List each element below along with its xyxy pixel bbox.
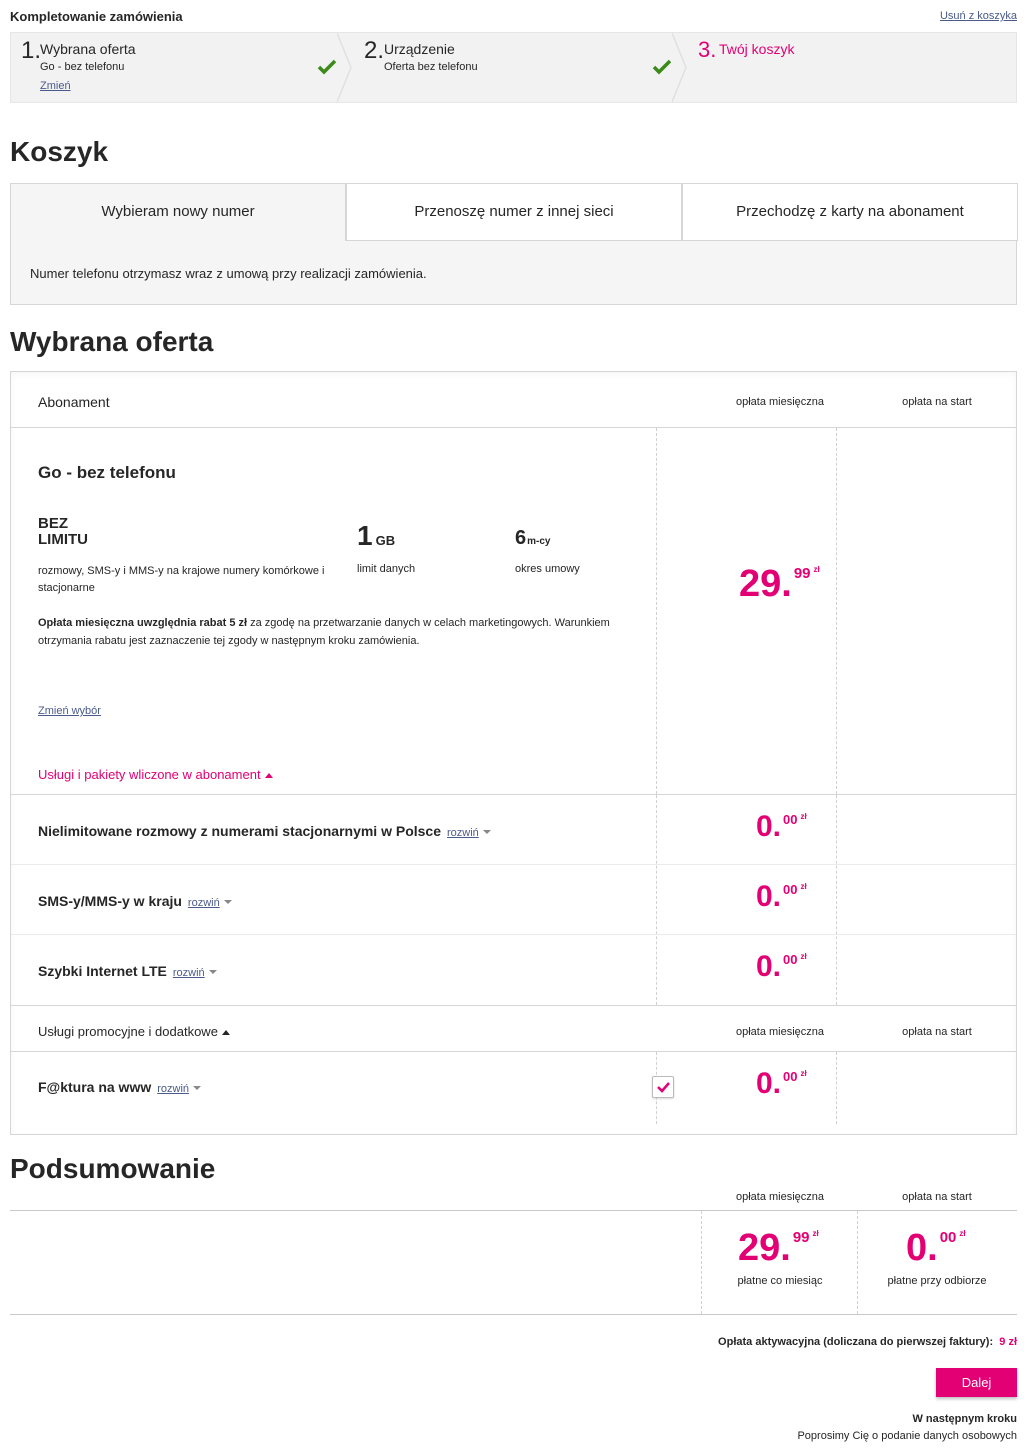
collapse-arrow-icon [222,1030,230,1035]
tab-prepaid-to-postpaid[interactable]: Przechodzę z karty na abonament [682,183,1018,241]
checkout-steps [10,32,1017,103]
feature-value: 1 [357,520,373,551]
price-integer: 29. [739,563,792,605]
price-integer: 29. [738,1227,791,1269]
summary-monthly-price [738,1227,819,1270]
summary-heading: Podsumowanie [10,1153,216,1184]
service-name: Szybki Internet LTE [38,963,167,979]
price-decimal: 99 [792,1229,810,1246]
feature-contract-value [515,527,550,550]
summary-start-caption: płatne przy odbiorze [887,1275,987,1287]
price-integer: 0. [906,1227,938,1269]
price-decimal: 00 [939,1229,957,1246]
price-currency: zł [959,1229,966,1238]
step-title: Urządzenie [384,41,455,57]
feature-unit: m-cy [527,536,551,547]
tab-info-text: Numer telefonu otrzymasz wraz z umową przy realizacji zamówienia. [30,266,427,281]
feature-desc: okres umowy [515,563,580,575]
included-service-row [38,893,232,909]
step-separator-icon [672,33,692,102]
step-subtitle: Go - bez telefonu [40,61,125,73]
expand-link[interactable]: rozwiń [157,1083,190,1095]
price-decimal: 99 [793,565,811,582]
chevron-down-icon [209,970,217,974]
offer-heading: Wybrana oferta [10,326,214,357]
offer-panel [10,371,1017,1135]
feature-desc: rozmowy, SMS-y i MMS-y na krajowe numery komórkowe i stacjonarne [38,565,325,594]
price-decimal: 00 [783,952,798,967]
step-title: Wybrana oferta [40,41,136,57]
included-service-row [38,823,491,839]
price-currency: zł [813,565,820,574]
service-name: F@ktura na www [38,1079,152,1095]
price-integer: 0. [756,950,782,983]
checkmark-icon [317,59,337,75]
service-name: SMS-y/MMS-y w kraju [38,893,182,909]
chevron-down-icon [193,1086,201,1090]
expand-link[interactable]: rozwiń [172,967,205,979]
feature-desc: limit danych [357,563,416,575]
step-number: 3. [698,37,717,62]
summary-col-start: opłata na start [902,1191,972,1203]
promo-service-row [38,1079,201,1095]
feature-unlimited-value [38,516,158,548]
price-integer: 0. [756,880,782,913]
tab-new-number[interactable]: Wybieram nowy numer [10,183,346,241]
remove-from-cart-link[interactable]: Usuń z koszyka [939,10,1017,22]
col-start-header: opłata na start [902,1026,972,1038]
price-currency: zł [800,952,807,961]
price-decimal: 00 [783,812,798,827]
service-price [756,880,807,914]
price-currency: zł [800,882,807,891]
number-option-tabs [10,183,1017,305]
price-currency: zł [800,812,807,821]
toggle-label: Usługi i pakiety wliczone w abonament [38,767,261,782]
step-number: 1. [21,37,42,64]
step-number: 2. [364,37,385,64]
step-offer[interactable] [11,33,341,102]
summary-col-monthly: opłata miesięczna [735,1191,825,1203]
step-title: Twój koszyk [719,41,795,57]
activation-fee-label: Opłata aktywacyjna (doliczana do pierwszej faktury): [718,1336,994,1348]
step-cart [691,33,1011,102]
col-monthly-header: opłata miesięczna [735,1026,825,1038]
price-decimal: 00 [783,1069,798,1084]
tab-port-number[interactable]: Przenoszę numer z innej sieci [346,183,682,241]
chevron-down-icon [483,830,491,834]
service-price [756,810,807,844]
feature-unit: GB [375,533,396,548]
step-device[interactable] [356,33,686,102]
service-price [756,950,807,984]
chevron-down-icon [224,900,232,904]
next-step-text: Poprosimy Cię o podanie danych osobowych [797,1430,1017,1442]
discount-note-bold: Opłata miesięczna uwzględnia rabat 5 zł [38,617,248,629]
col-start-header: opłata na start [902,396,972,408]
activation-fee [718,1336,1017,1348]
price-integer: 0. [756,810,782,843]
plan-monthly-price [739,563,820,606]
next-button[interactable]: Dalej [936,1368,1017,1397]
included-service-row [38,963,217,979]
price-currency: zł [800,1069,807,1078]
page-header-title: Kompletowanie zamówienia [10,9,183,24]
checkmark-icon [652,59,672,75]
discount-note-text: za zgodę na przetwarzanie danych w celach marketingowych. Warunkiem otrzymania rabatu jest zaznaczenie tej zgody w następnym kroku zamówienia. [38,617,610,647]
efaktura-checkbox[interactable] [652,1076,674,1098]
collapse-arrow-icon [265,773,273,778]
summary-start-price [906,1227,966,1270]
discount-note [38,614,658,650]
step-separator-icon [337,33,357,102]
feature-data-value [357,520,395,552]
plan-name: Go - bez telefonu [38,463,176,482]
included-services-toggle[interactable] [38,767,273,782]
feature-value: BEZ LIMITU [38,515,88,548]
step-subtitle: Oferta bez telefonu [384,61,478,73]
checkmark-icon [653,1077,673,1097]
expand-link[interactable]: rozwiń [187,897,220,909]
price-decimal: 00 [783,882,798,897]
service-name: Nielimitowane rozmowy z numerami stacjonarnymi w Polsce [38,823,442,839]
service-price [756,1067,807,1101]
col-monthly-header: opłata miesięczna [735,396,825,408]
next-step-title: W następnym kroku [912,1413,1017,1425]
price-currency: zł [812,1229,819,1238]
price-integer: 0. [756,1067,782,1100]
toggle-label: Usługi promocyjne i dodatkowe [38,1024,218,1039]
promo-services-toggle[interactable] [38,1024,230,1039]
step-change-link[interactable]: Zmień [40,80,71,92]
change-choice-link[interactable]: Zmień wybór [38,705,101,717]
cart-heading: Koszyk [10,136,109,167]
summary-monthly-caption: płatne co miesiąc [737,1275,823,1287]
expand-link[interactable]: rozwiń [447,827,479,839]
activation-fee-value: 9 zł [999,1336,1017,1348]
section-label: Abonament [38,394,110,410]
feature-value: 6 [515,527,527,549]
